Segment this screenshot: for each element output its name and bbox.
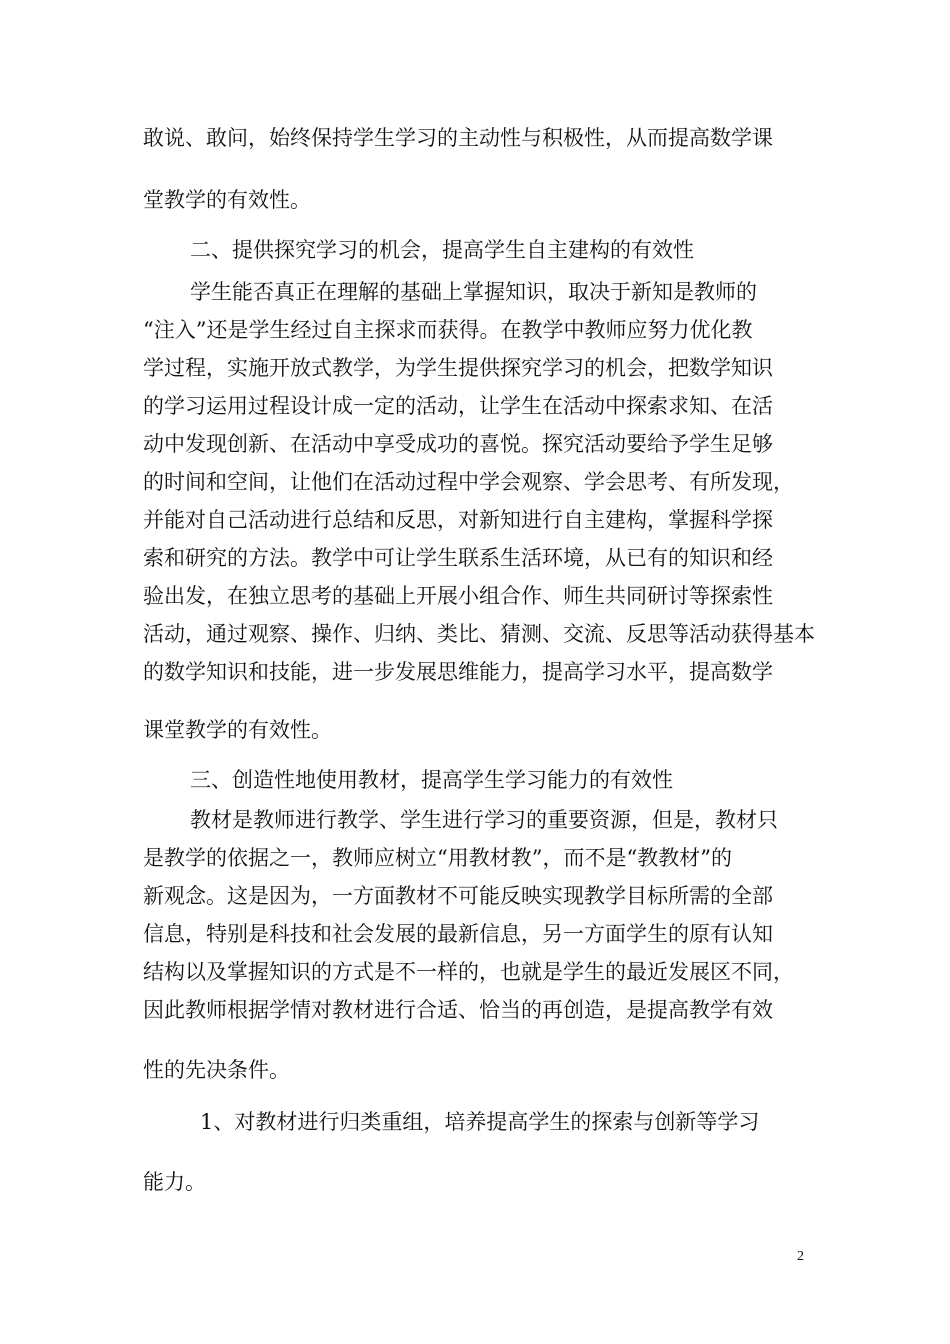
section-heading-2: 二、提供探究学习的机会，提高学生自主建构的有效性 xyxy=(190,238,694,262)
text-line: 的学习运用过程设计成一定的活动，让学生在活动中探索求知、在活 xyxy=(143,394,773,418)
text-line: 学过程，实施开放式教学，为学生提供探究学习的机会，把数学知识 xyxy=(143,356,773,380)
text-line: 信息，特别是科技和社会发展的最新信息，另一方面学生的原有认知 xyxy=(143,922,773,946)
text-line: 敢说、敢问，始终保持学生学习的主动性与积极性，从而提高数学课 xyxy=(143,126,773,150)
section-heading-3: 三、创造性地使用教材，提高学生学习能力的有效性 xyxy=(190,768,673,792)
subsection-heading-1: 1、对教材进行归类重组，培养提高学生的探索与创新等学习 xyxy=(200,1110,760,1134)
text-line: 验出发，在独立思考的基础上开展小组合作、师生共同研讨等探索性 xyxy=(143,584,773,608)
page-number: 2 xyxy=(797,1249,804,1264)
text-line: 并能对自己活动进行总结和反思，对新知进行自主建构，掌握科学探 xyxy=(143,508,773,532)
text-line: 结构以及掌握知识的方式是不一样的，也就是学生的最近发展区不同， xyxy=(143,960,794,984)
text-line: 堂教学的有效性。 xyxy=(143,188,311,212)
text-line: 学生能否真正在理解的基础上掌握知识，取决于新知是教师的 xyxy=(190,280,757,304)
text-line: “注入”还是学生经过自主探求而获得。在教学中教师应努力优化教 xyxy=(143,318,753,342)
text-line: 因此教师根据学情对教材进行合适、恰当的再创造，是提高教学有效 xyxy=(143,998,773,1022)
text-line: 活动，通过观察、操作、归纳、类比、猜测、交流、反思等活动获得基本 xyxy=(143,622,815,646)
text-line: 教材是教师进行教学、学生进行学习的重要资源，但是，教材只 xyxy=(190,808,778,832)
text-line: 动中发现创新、在活动中享受成功的喜悦。探究活动要给予学生足够 xyxy=(143,432,773,456)
text-line: 能力。 xyxy=(143,1170,206,1194)
text-line: 课堂教学的有效性。 xyxy=(143,718,332,742)
text-line: 索和研究的方法。教学中可让学生联系生活环境，从已有的知识和经 xyxy=(143,546,773,570)
text-line: 是教学的依据之一，教师应树立“用教材教”，而不是“教教材”的 xyxy=(143,846,732,870)
text-line: 性的先决条件。 xyxy=(143,1058,290,1082)
text-line: 的数学知识和技能，进一步发展思维能力，提高学习水平，提高数学 xyxy=(143,660,773,684)
text-line: 新观念。这是因为，一方面教材不可能反映实现教学目标所需的全部 xyxy=(143,884,773,908)
text-line: 的时间和空间，让他们在活动过程中学会观察、学会思考、有所发现， xyxy=(143,470,794,494)
